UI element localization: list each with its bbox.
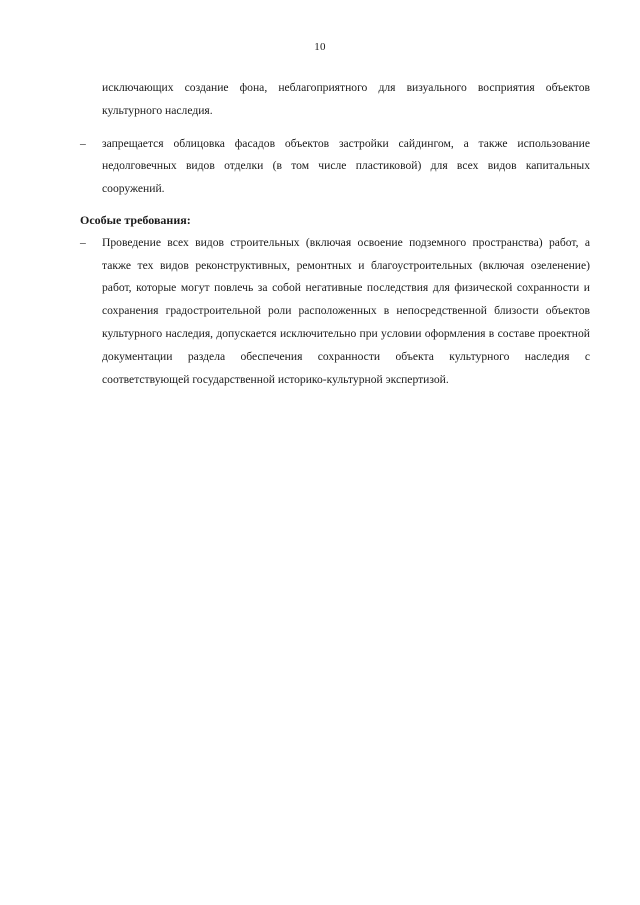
spacer xyxy=(80,123,590,133)
continuation-paragraph: исключающих создание фона, неблагоприятного для визуального восприятия объектов культурного наследия. xyxy=(102,81,590,117)
list-item-text: запрещается облицовка фасадов объектов застройки сайдингом, а также использование недолговечных видов отделки (в том числе пластиковой) для всех видов капитальных сооружений. xyxy=(102,136,590,196)
list-item-text: Проведение всех видов строительных (включая освоение подземного пространства) работ, а также тех видов реконструктивных, ремонтных и благоустроительных (включая озеленение) работ, которые могут повлечь за собой негативные последствия для физической сохранности и сохранения градостроительной роли расположенных в непосредственной близости объектов культурного наследия, допускается исключительно при условии оформления в составе проектной документации раздела обеспечения сохранности объекта культурного наследия с соответствующей государственной историко-культурной экспертизой. xyxy=(102,235,590,386)
document-body xyxy=(80,77,590,391)
list-dash-marker: – xyxy=(80,136,86,150)
page-number: 10 xyxy=(314,41,326,53)
section-heading: Особые требования: xyxy=(80,212,191,227)
list-dash-marker: – xyxy=(80,235,86,249)
list-item xyxy=(80,133,590,201)
list-item xyxy=(80,232,590,392)
